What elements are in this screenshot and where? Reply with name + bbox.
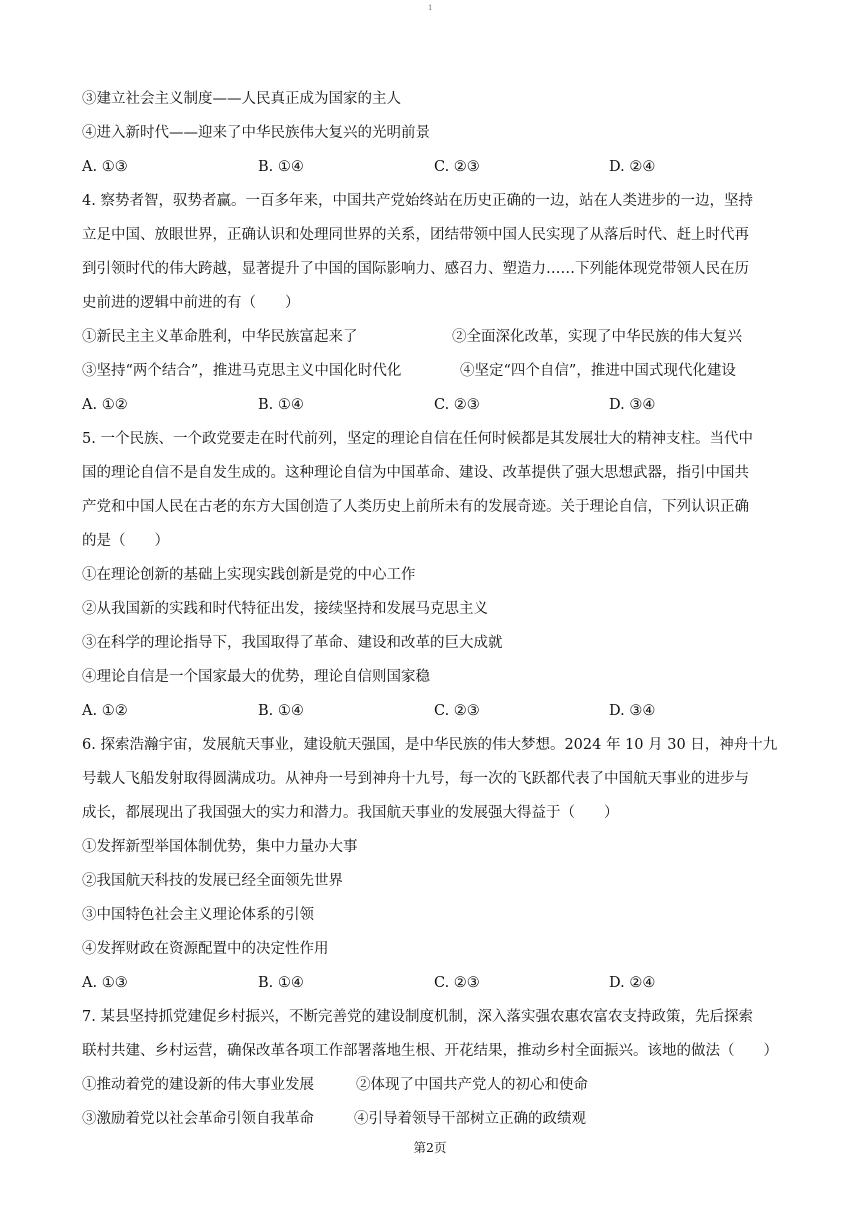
q4-option-c[interactable]: C. ②③ bbox=[434, 397, 480, 413]
q6-option-d[interactable]: D. ②④ bbox=[609, 975, 656, 991]
q7-stem-line-1: 7. 某县坚持抓党建促乡村振兴，不断完善党的建设制度机制，深入落实强农惠农富农支持政策，先后探索 bbox=[82, 1009, 753, 1025]
q5-item-2: ②从我国新的实践和时代特征出发，接续坚持和发展马克思主义 bbox=[82, 601, 488, 617]
q3-item-4: ④进入新时代——迎来了中华民族伟大复兴的光明前景 bbox=[82, 125, 430, 141]
q6-stem-line-3: 成长，都展现出了我国强大的实力和潜力。我国航天事业的发展强大得益于（ ） bbox=[82, 805, 619, 821]
q5-option-c[interactable]: C. ②③ bbox=[434, 703, 480, 719]
q4-stem-line-3: 到引领时代的伟大跨越，显著提升了中国的国际影响力、感召力、塑造力……下列能体现党带领人民在历 bbox=[82, 261, 749, 277]
q7-items-row-2 bbox=[82, 1109, 782, 1129]
q5-stem-line-3: 产党和中国人民在古老的东方大国创造了人类历史上前所未有的发展奇迹。关于理论自信，下列认识正确 bbox=[82, 499, 749, 515]
q6-stem-line-2: 号载人飞船发射取得圆满成功。从神舟一号到神舟十九号，每一次的飞跃都代表了中国航天事业的进步与 bbox=[82, 771, 749, 787]
page-mark: 1 bbox=[428, 4, 433, 12]
q4-items-row-2 bbox=[82, 361, 782, 381]
q7-stem-line-2: 联村共建、乡村运营，确保改革各项工作部署落地生根、开花结果，推动乡村全面振兴。该地的做法（ ） bbox=[82, 1043, 778, 1059]
q5-stem-line-4: 的是（ ） bbox=[82, 533, 169, 549]
q7-item-4: ④引导着领导干部树立正确的政绩观 bbox=[354, 1111, 586, 1127]
q5-option-b[interactable]: B. ①④ bbox=[258, 703, 304, 719]
q4-option-b[interactable]: B. ①④ bbox=[258, 397, 304, 413]
q5-item-4: ④理论自信是一个国家最大的优势，理论自信则国家稳 bbox=[82, 669, 430, 685]
q7-items-row-1 bbox=[82, 1075, 782, 1095]
q6-option-c[interactable]: C. ②③ bbox=[434, 975, 480, 991]
q3-option-d[interactable]: D. ②④ bbox=[609, 159, 656, 175]
q5-item-1: ①在理论创新的基础上实现实践创新是党的中心工作 bbox=[82, 567, 416, 583]
q3-option-b[interactable]: B. ①④ bbox=[258, 159, 304, 175]
q5-options bbox=[82, 701, 782, 721]
q7-item-1: ①推动着党的建设新的伟大事业发展 bbox=[82, 1077, 314, 1093]
q4-item-2: ②全面深化改革，实现了中华民族的伟大复兴 bbox=[452, 329, 742, 345]
q4-item-3: ③坚持“两个结合”，推进马克思主义中国化时代化 bbox=[82, 363, 402, 379]
q6-option-a[interactable]: A. ①③ bbox=[82, 975, 128, 991]
q5-option-d[interactable]: D. ③④ bbox=[609, 703, 656, 719]
q3-option-a[interactable]: A. ①③ bbox=[82, 159, 128, 175]
q6-stem-line-1: 6. 探索浩瀚宇宙，发展航天事业，建设航天强国，是中华民族的伟大梦想。2024 年 10 月 30 日，神舟十九 bbox=[82, 737, 778, 753]
q6-option-b[interactable]: B. ①④ bbox=[258, 975, 304, 991]
q4-stem-line-4: 史前进的逻辑中前进的有（ ） bbox=[82, 295, 300, 311]
q6-item-1: ①发挥新型举国体制优势，集中力量办大事 bbox=[82, 839, 358, 855]
q7-item-2: ②体现了中国共产党人的初心和使命 bbox=[356, 1077, 588, 1093]
q5-stem-line-2: 国的理论自信不是自发生成的。这种理论自信为中国革命、建设、改革提供了强大思想武器，指引中国共 bbox=[82, 465, 749, 481]
q6-item-2: ②我国航天科技的发展已经全面领先世界 bbox=[82, 873, 343, 889]
q6-item-4: ④发挥财政在资源配置中的决定性作用 bbox=[82, 941, 329, 957]
q3-options bbox=[82, 157, 782, 177]
q5-item-3: ③在科学的理论指导下，我国取得了革命、建设和改革的巨大成就 bbox=[82, 635, 503, 651]
q5-option-a[interactable]: A. ①② bbox=[82, 703, 128, 719]
q4-option-d[interactable]: D. ③④ bbox=[609, 397, 656, 413]
q4-items-row-1 bbox=[82, 327, 782, 347]
q4-item-4: ④坚定“四个自信”，推进中国式现代化建设 bbox=[460, 363, 736, 379]
q6-item-3: ③中国特色社会主义理论体系的引领 bbox=[82, 907, 314, 923]
q6-options bbox=[82, 973, 782, 993]
q7-item-3: ③激励着党以社会革命引领自我革命 bbox=[82, 1111, 314, 1127]
q4-stem-line-2: 立足中国、放眼世界，正确认识和处理同世界的关系，团结带领中国人民实现了从落后时代、赶上时代再 bbox=[82, 227, 749, 243]
q5-stem-line-1: 5. 一个民族、一个政党要走在时代前列，坚定的理论自信在任何时候都是其发展壮大的精神支柱。当代中 bbox=[82, 431, 753, 447]
page-footer: 第2页 bbox=[413, 1140, 447, 1155]
q4-options bbox=[82, 395, 782, 415]
q4-item-1: ①新民主主义革命胜利，中华民族富起来了 bbox=[82, 329, 358, 345]
q4-option-a[interactable]: A. ①② bbox=[82, 397, 128, 413]
q3-option-c[interactable]: C. ②③ bbox=[434, 159, 480, 175]
q3-item-3: ③建立社会主义制度——人民真正成为国家的主人 bbox=[82, 91, 401, 107]
q4-stem-line-1: 4. 察势者智，驭势者赢。一百多年来，中国共产党始终站在历史正确的一边，站在人类进步的一边，坚持 bbox=[82, 193, 753, 209]
